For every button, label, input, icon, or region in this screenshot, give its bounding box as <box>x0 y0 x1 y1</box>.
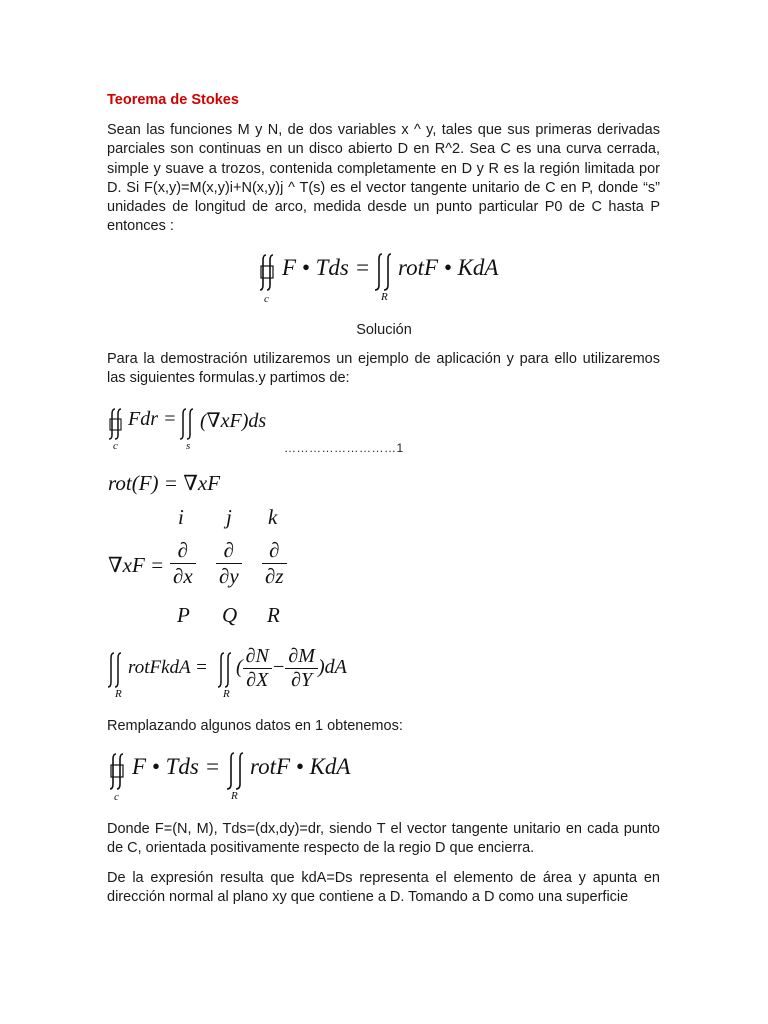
closed-double-integral-icon <box>258 251 280 293</box>
det-j: j <box>226 505 232 529</box>
rot-definition: rot(F) = ∇xF <box>108 471 221 495</box>
det-k: k <box>268 505 278 529</box>
demo-paragraph: Para la demostración utilizaremos un ejemplo de aplicación y para ello utilizaremos las siguientes formulas.y partimos de: <box>107 351 660 387</box>
solution-heading: Solución <box>356 322 412 338</box>
det-d-y <box>216 538 242 589</box>
det-num-y: ∂ <box>216 538 242 564</box>
closed-double-integral-icon <box>108 750 130 792</box>
eq5-sub-r1: R <box>115 688 122 700</box>
expresion-paragraph: De la expresión resulta que kdA=Ds representa el elemento de área y apunta en dirección normal al plano xy que contiene a D. Tomando a D como una superficie <box>107 870 660 905</box>
eq6-sub-c: c <box>114 791 119 803</box>
eq5-lhs: rotFkdA = <box>128 657 208 678</box>
det-i: i <box>178 505 184 529</box>
det-den-y: ∂y <box>219 564 239 588</box>
double-integral-icon <box>216 650 238 690</box>
replace-paragraph: Remplazando algunos datos en 1 obtenemos: <box>107 718 403 734</box>
eq1-sub-r: R <box>381 291 388 303</box>
eq1-rhs: rotF • KdA <box>398 255 499 280</box>
eq4-lhs: ∇xF = <box>108 553 165 577</box>
donde-paragraph: Donde F=(N, M), Tds=(dx,dy)=dr, siendo T el vector tangente unitario en cada punto de C, orientada positivamente respecto de la regio D que encierra. <box>107 821 660 856</box>
equation-number-1: ………………………1 <box>284 441 404 455</box>
eq5-rhs <box>236 645 347 692</box>
double-integral-icon <box>106 650 128 690</box>
eq6-rhs: rotF • KdA <box>250 754 351 779</box>
eq5-num1: ∂N <box>243 645 272 669</box>
det-p: P <box>177 603 190 627</box>
det-d-z <box>262 538 287 589</box>
double-integral-icon <box>178 406 200 442</box>
eq1-lhs: F • Tds = <box>282 255 371 280</box>
det-q: Q <box>222 603 238 627</box>
eq5-minus: − <box>271 656 286 679</box>
eq5-close: )dA <box>317 656 347 679</box>
eq2-lhs: Fdr = <box>128 408 177 430</box>
eq2-sub-c: c <box>113 440 118 452</box>
document-title: Teorema de Stokes <box>107 92 239 108</box>
intro-paragraph: Sean las funciones M y N, de dos variables x ^ y, tales que sus primeras derivadas parciales son continuas en un disco abierto D en R^2. Sea C es una curva cerrada, simple y suave a trozos, contenida completamente en D y R es la región limitada por D. Si F(x,y)=M(x,y)i+N(x,y)j ^ T(s) es el vector tangente unitario de C en P, donde “s” unidades de longitud de arco, medida desde un punto particular P0 de C hasta P entonces : <box>107 122 660 235</box>
closed-double-integral-icon <box>108 406 128 442</box>
det-num-x: ∂ <box>170 538 196 564</box>
eq6-sub-r: R <box>231 790 238 802</box>
eq5-den1: ∂X <box>246 669 269 691</box>
det-r: R <box>267 603 280 627</box>
eq6-lhs: F • Tds = <box>132 754 221 779</box>
eq5-sub-r2: R <box>223 688 230 700</box>
det-num-z: ∂ <box>262 538 287 564</box>
eq5-open-paren: ( <box>236 656 243 679</box>
det-den-x: ∂x <box>173 564 193 588</box>
eq5-den2: ∂Y <box>291 669 313 691</box>
eq2-rhs: (∇xF)ds <box>200 410 267 432</box>
det-d-x <box>170 538 196 589</box>
eq5-num2: ∂M <box>285 645 318 669</box>
eq2-sub-s: s <box>186 440 191 452</box>
double-integral-icon <box>372 251 398 293</box>
eq1-sub-c: c <box>264 293 269 305</box>
double-integral-icon <box>224 750 250 792</box>
det-den-z: ∂z <box>265 564 284 588</box>
